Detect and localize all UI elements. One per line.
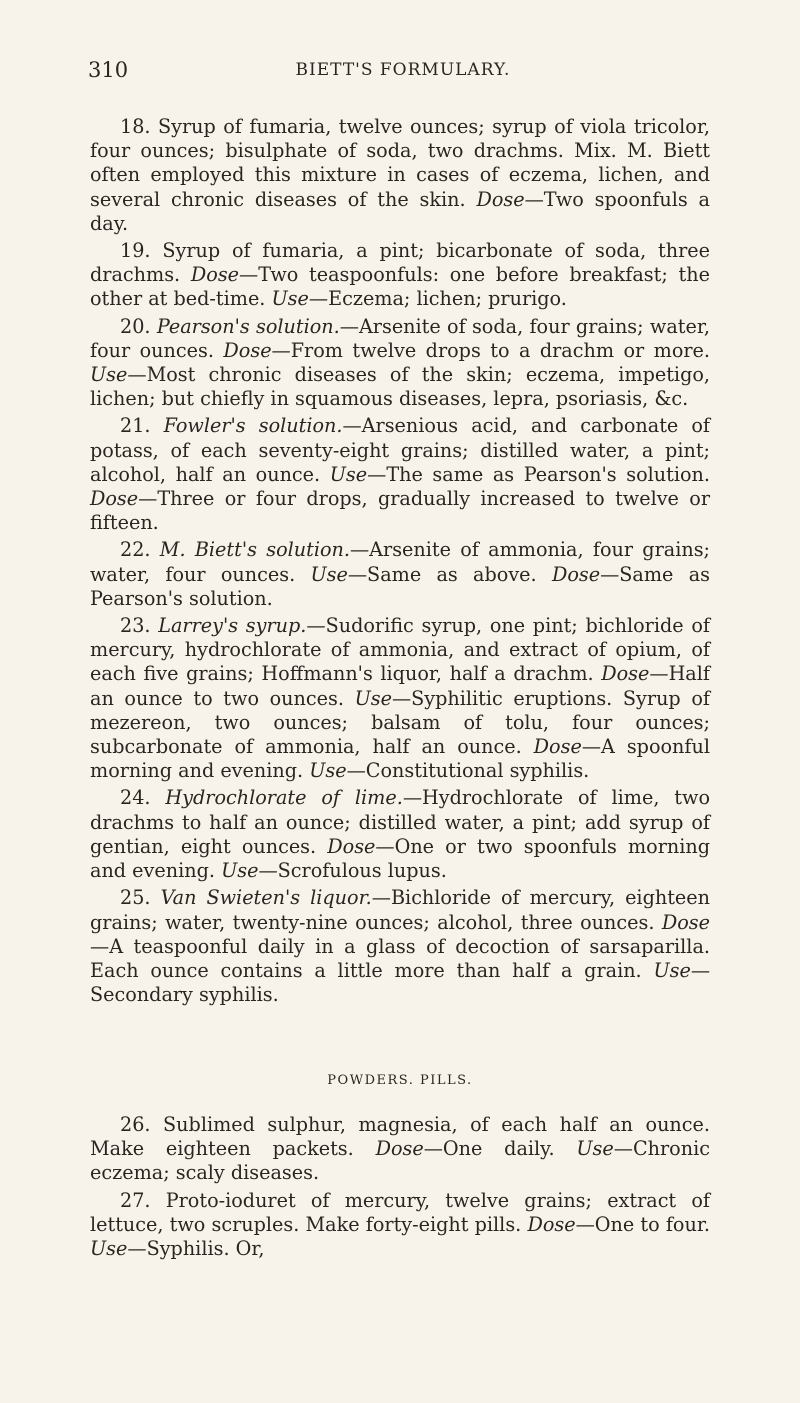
entry-18: 18. Syrup of fumaria, twelve ounces; syrup of viola tricolor, four ounces; bisulphate of soda, two drachms. Mix. M. Biett often employed this mixture in cases of eczema, lichen, and several chronic diseases of the skin. Dose—Two spoonfuls a day. xyxy=(90,115,710,235)
entry-27: 27. Proto-ioduret of mercury, twelve grains; extract of lettuce, two scruples. Make forty-eight pills. Dose—One to four. Use—Syphilis. Or, xyxy=(90,1188,710,1261)
entry-title: Van Swieten's liquor. xyxy=(160,886,372,910)
entry-19: 19. Syrup of fumaria, a pint; bicarbonate of soda, three drachms. Dose—Two teaspoonfuls: one before breakfast; the other at bed-time. Use—Eczema; lichen; prurigo. xyxy=(90,239,710,311)
entry-title: Fowler's solution. xyxy=(163,414,343,438)
entry-24: 24. Hydrochlorate of lime.—Hydrochlorate of lime, two drachms to half an ounce; distilled water, a pint; add syrup of gentian, eight ounces. Dose—One or two spoonfuls morning and evening. Use—Scrofulous lupus. xyxy=(90,786,711,883)
formulary-entries xyxy=(90,115,710,1007)
entry-title: Hydrochlorate of lime. xyxy=(165,786,403,810)
entry-25: 25. Van Swieten's liquor.—Bichloride of mercury, eighteen grains; water, twenty-nine ounces; alcohol, three ounces. Dose—A teaspoonful daily in a glass of decoction of sarsaparilla. Each ounce contains a little more than half a grain. Use—Secondary syphilis. xyxy=(90,886,710,1007)
entry-title: Pearson's solution. xyxy=(156,314,340,338)
entry-20: 20. Pearson's solution.—Arsenite of soda, four grains; water, four ounces. Dose—From twelve drops to a drachm or more. Use—Most chronic diseases of the skin; eczema, impetigo, lichen; but chiefly in squamous diseases, lepra, psoriasis, &c. xyxy=(90,314,711,411)
entry-title: M. Biett's solution. xyxy=(159,538,350,562)
section-heading: POWDERS. PILLS. xyxy=(327,1073,473,1088)
entry-26: 26. Sublimed sulphur, magnesia, of each half an ounce. Make eighteen packets. Dose—One daily. Use—Chronic eczema; scaly diseases. xyxy=(90,1113,710,1185)
entry-23: 23. Larrey's syrup.—Sudorific syrup, one pint; bichloride of mercury, hydrochlorate of ammonia, and extract of opium, of each five grains; Hoffmann's liquor, half a drachm. Dose—Half an ounce to two ounces. Use—Syphilitic eruptions. Syrup of mezereon, two ounces; balsam of tolu, four ounces; subcarbonate of ammonia, half an ounce. Dose—A spoonful morning and evening. Use—Constitutional syphilis. xyxy=(90,614,710,783)
page-number: 310 xyxy=(88,58,129,82)
running-head: BIETT'S FORMULARY. xyxy=(295,60,511,80)
entry-22: 22. M. Biett's solution.—Arsenite of ammonia, four grains; water, four ounces. Use—Same as above. Dose—Same as Pearson's solution. xyxy=(90,538,711,610)
entry-title: Larrey's syrup. xyxy=(158,614,307,638)
entry-21: 21. Fowler's solution.—Arsenious acid, and carbonate of potass, of each seventy-eight grains; distilled water, a pint; alcohol, half an ounce. Use—The same as Pearson's solution. Dose—Three or four drops, gradually increased to twelve or fifteen. xyxy=(90,414,710,535)
page-header xyxy=(88,58,718,88)
powders-pills-entries xyxy=(90,1113,710,1261)
